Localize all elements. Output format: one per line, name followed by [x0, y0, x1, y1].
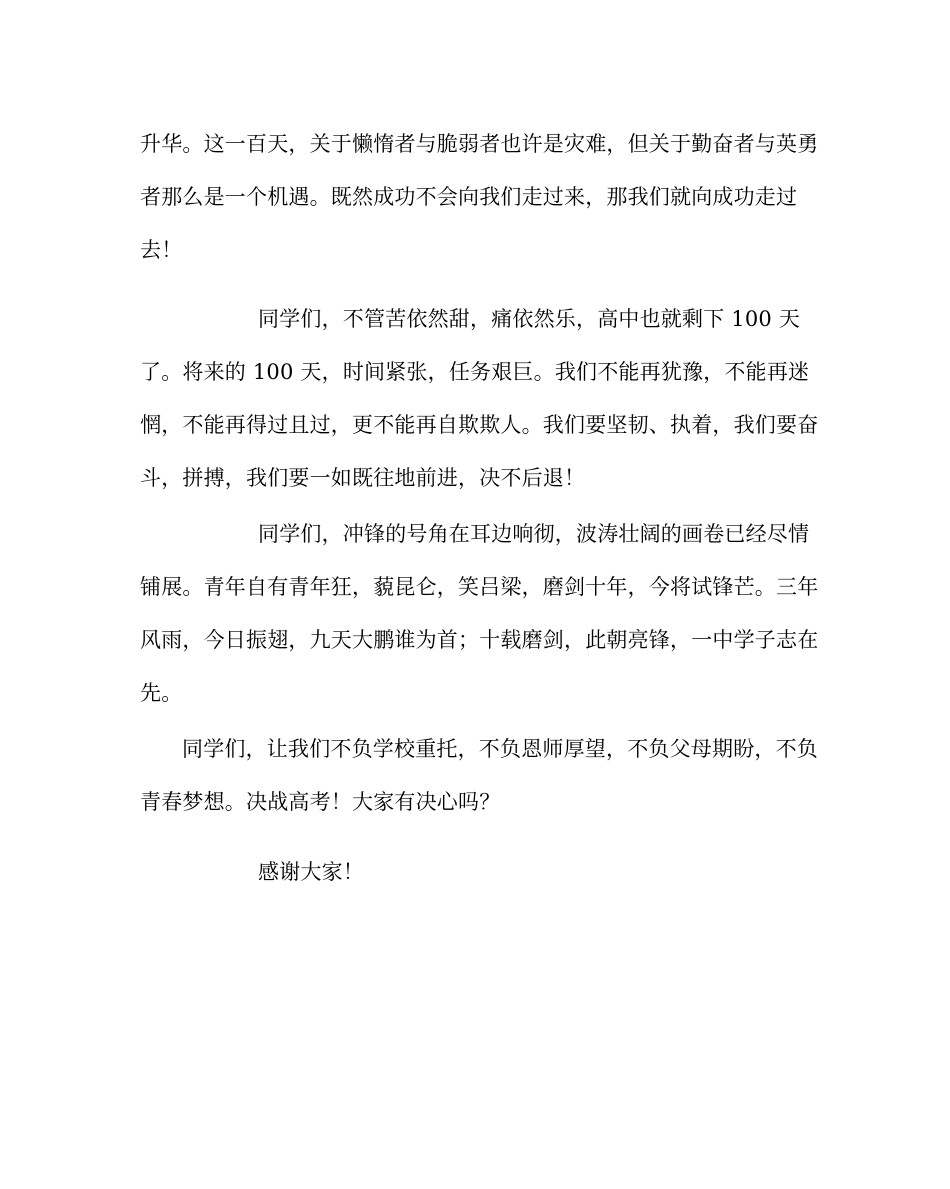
paragraph-1: 升华。这一百天，关于懒惰者与脆弱者也许是灾难，但关于勤奋者与英勇者那么是一个机遇。既然成功不会向我们走过来，那我们就向成功走过去！	[140, 132, 819, 262]
paragraph-4: 同学们，让我们不负学校重托，不负恩师厚望，不负父母期盼，不负青春梦想。决战高考！大家有决心吗？	[140, 737, 818, 814]
paragraph-3: 同学们，冲锋的号角在耳边响彻，波涛壮阔的画卷已经尽情铺展。青年自有青年狂，藐昆仑，笑吕梁，磨剑十年，今将试锋芒。三年风雨，今日振翅，九天大鹏谁为首；十载磨剑，此朝亮锋，一中学子志在先。	[140, 522, 819, 705]
paragraph-2: 同学们，不管苦依然甜，痛依然乐，高中也就剩下 100 天了。将来的 100 天，时间紧张，任务艰巨。我们不能再犹豫，不能再迷惘，不能再得过且过，更不能再自欺欺人。我们要坚韧、执着，我们要奋斗，拼搏，我们要一如既往地前进，决不后退！	[140, 307, 819, 490]
closing-line: 感谢大家！	[258, 860, 364, 884]
